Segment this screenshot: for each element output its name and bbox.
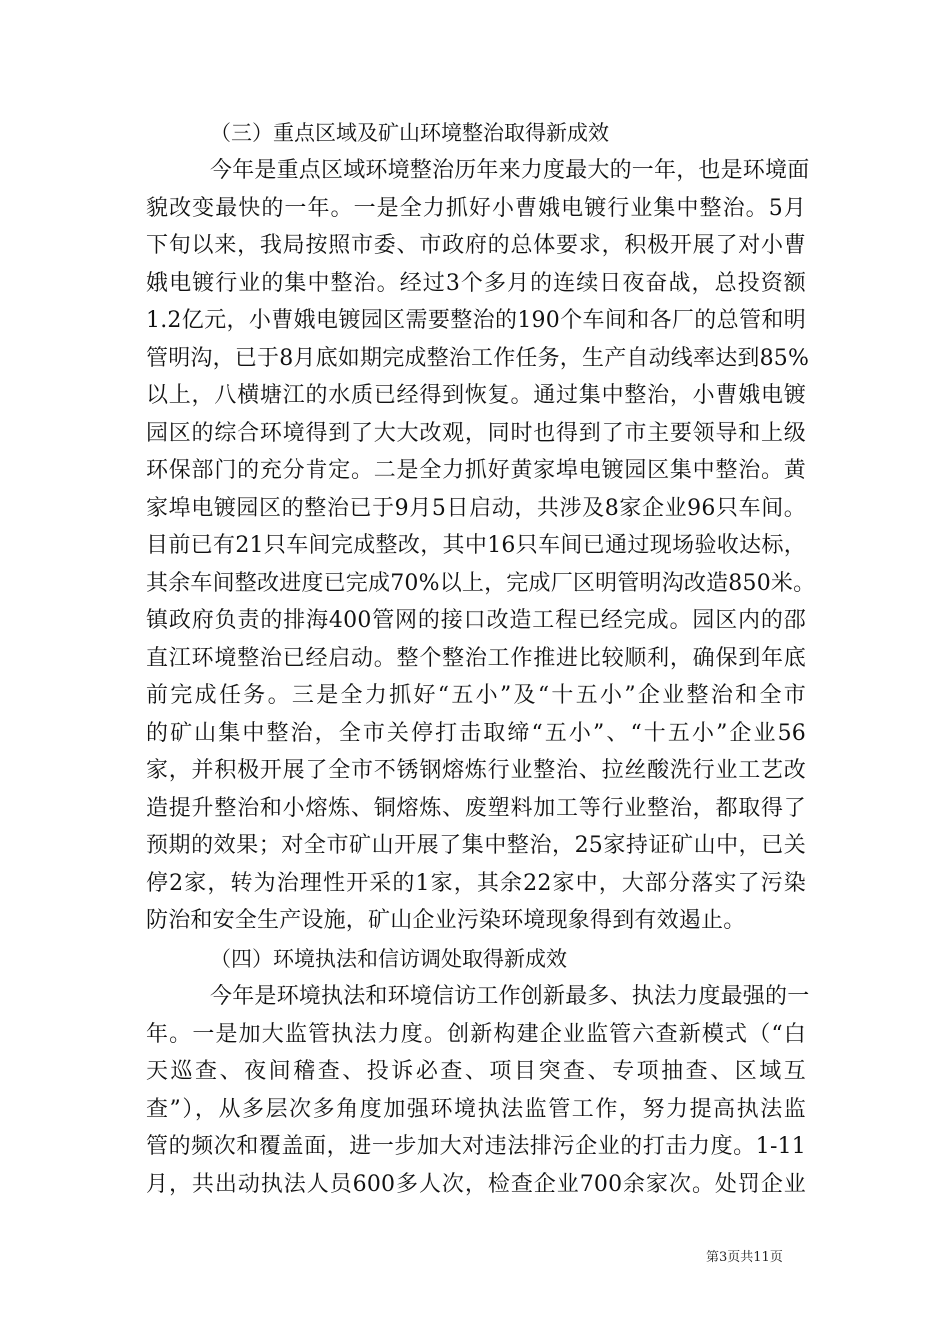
paragraph-line: 停2家，转为治理性开采的1家，其余22家中，大部分落实了污染 — [146, 871, 806, 896]
paragraph-line: 天巡查、夜间稽查、投诉必查、项目突查、专项抽查、区域互 — [146, 1059, 806, 1084]
paragraph-line: 直江环境整治已经启动。整个整治工作推进比较顺利，确保到年底 — [146, 646, 806, 671]
paragraph-line: 管明沟，已于8月底如期完成整治工作任务，生产自动线率达到85% — [146, 346, 810, 371]
paragraph-line: 镇政府负责的排海400管网的接口改造工程已经完成。园区内的邵 — [146, 608, 806, 633]
section-heading-3: （三）重点区域及矿山环境整治取得新成效 — [210, 121, 609, 145]
paragraph-line: 目前已有21只车间完成整改，其中16只车间已通过现场验收达标， — [146, 533, 806, 558]
paragraph-line: 园区的综合环境得到了大大改观，同时也得到了市主要领导和上级 — [146, 421, 806, 446]
paragraph-line: 其余车间整改进度已完成70%以上，完成厂区明管明沟改造850米。 — [146, 571, 816, 596]
paragraph-line: 管的频次和覆盖面，进一步加大对违法排污企业的打击力度。1-11 — [146, 1134, 806, 1159]
paragraph-line: 造提升整治和小熔炼、铜熔炼、废塑料加工等行业整治，都取得了 — [146, 796, 806, 821]
paragraph-line: 娥电镀行业的集中整治。经过3个多月的连续日夜奋战，总投资额 — [146, 271, 806, 296]
paragraph-line: 以上，八横塘江的水质已经得到恢复。通过集中整治，小曹娥电镀 — [146, 383, 806, 408]
paragraph-line: 预期的效果；对全市矿山开展了集中整治，25家持证矿山中，已关 — [146, 833, 806, 858]
paragraph-line: 月，共出动执法人员600多人次，检查企业700余家次。处罚企业 — [146, 1172, 806, 1197]
paragraph-line: 防治和安全生产设施，矿山企业污染环境现象得到有效遏止。 — [146, 908, 746, 933]
paragraph-line: 的矿山集中整治，全市关停打击取缔“五小”、“十五小”企业56 — [146, 721, 806, 746]
paragraph-line: 1.2亿元，小曹娥电镀园区需要整治的190个车间和各厂的总管和明 — [146, 308, 806, 333]
section-heading-4: （四）环境执法和信访调处取得新成效 — [210, 947, 567, 971]
paragraph-line: 查”），从多层次多角度加强环境执法监管工作，努力提高执法监 — [146, 1097, 806, 1122]
paragraph-line: 今年是重点区域环境整治历年来力度最大的一年，也是环境面 — [210, 158, 810, 183]
paragraph-line: 家，并积极开展了全市不锈钢熔炼行业整治、拉丝酸洗行业工艺改 — [146, 758, 806, 783]
paragraph-line: 今年是环境执法和环境信访工作创新最多、执法力度最强的一 — [210, 984, 810, 1009]
paragraph-line: 年。一是加大监管执法力度。创新构建企业监管六查新模式（“白 — [146, 1022, 806, 1047]
paragraph-line: 前完成任务。三是全力抓好“五小”及“十五小”企业整治和全市 — [146, 683, 806, 708]
page-number: 第3页共11页 — [706, 1250, 783, 1265]
paragraph-line: 家埠电镀园区的整治已于9月5日启动，共涉及8家企业96只车间。 — [146, 496, 806, 521]
paragraph-line: 环保部门的充分肯定。二是全力抓好黄家埠电镀园区集中整治。黄 — [146, 458, 806, 483]
paragraph-line: 貌改变最快的一年。一是全力抓好小曹娥电镀行业集中整治。5月 — [146, 196, 806, 221]
paragraph-line: 下旬以来，我局按照市委、市政府的总体要求，积极开展了对小曹 — [146, 233, 806, 258]
